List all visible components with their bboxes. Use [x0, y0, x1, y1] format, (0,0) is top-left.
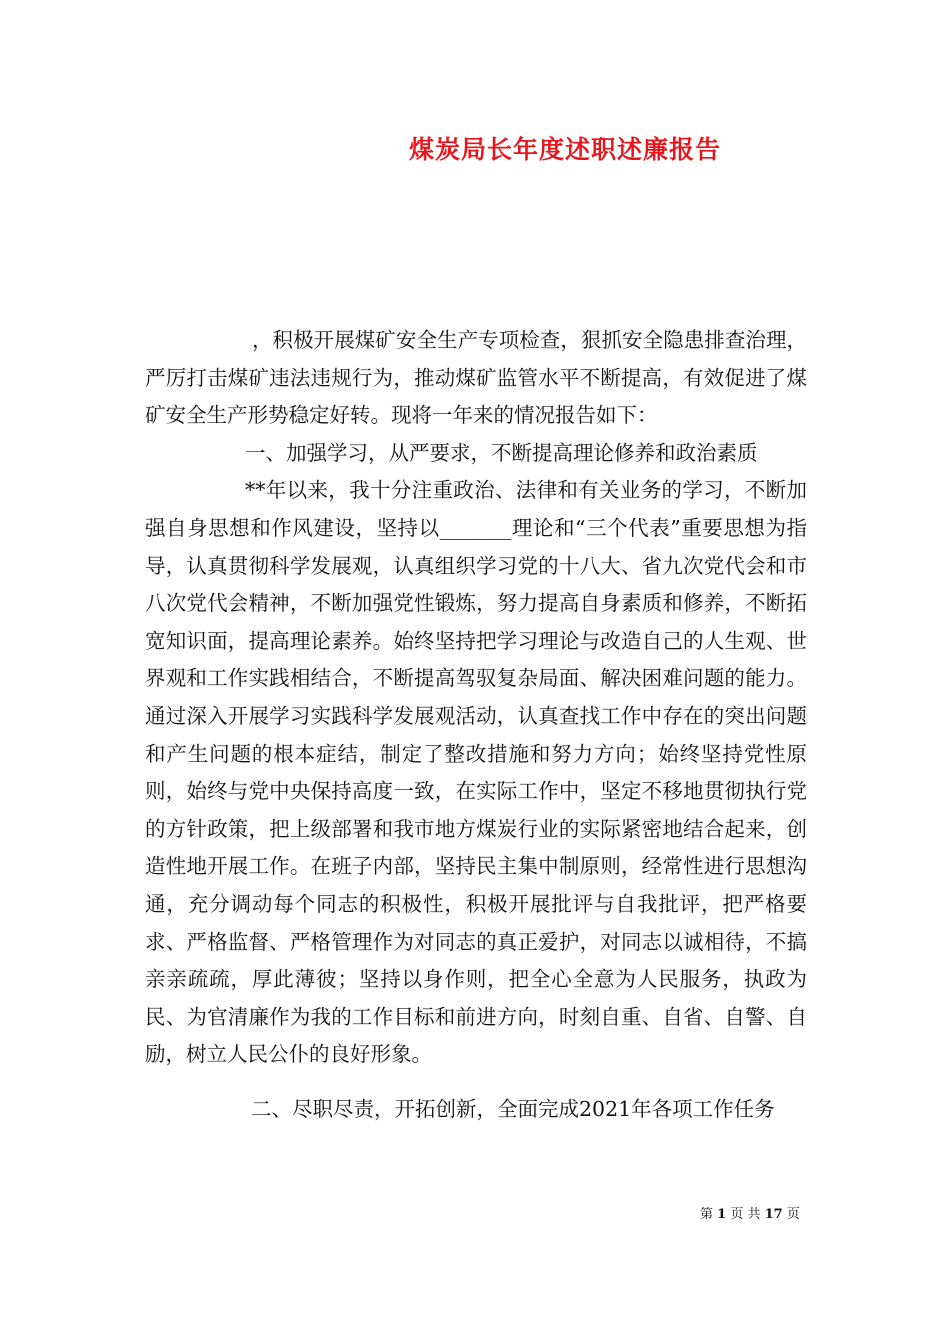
footer-suffix: 页	[786, 1207, 800, 1222]
document-body	[145, 322, 807, 1128]
page-title: 煤炭局长年度述职述廉报告	[408, 135, 721, 164]
page-footer	[700, 1203, 800, 1222]
footer-total-pages: 17	[764, 1207, 783, 1222]
intro-paragraph: ，积极开展煤矿安全生产专项检查，狠抓安全隐患排查治理，严厉打击煤矿违法违规行为，推动煤矿监管水平不断提高，有效促进了煤矿安全生产形势稳定好转。现将一年来的情况报告如下：	[145, 328, 807, 428]
section-1-paragraph: **年以来，我十分注重政治、法律和有关业务的学习，不断加强自身思想和作风建设，坚持以_______理论和“三个代表”重要思想为指导，认真贯彻科学发展观，认真组织学习党的十八大、省九次党代会和市八次党代会精神，不断加强党性锻炼，努力提高自身素质和修养，不断拓宽知识面，提高理论素养。始终坚持把学习理论与改造自己的人生观、世界观和工作实践相结合，不断提高驾驭复杂局面、解决困难问题的能力。通过深入开展学习实践科学发展观活动，认真查找工作中存在的突出问题和产生问题的根本症结，制定了整改措施和努力方向；始终坚持党性原则，始终与党中央保持高度一致，在实际工作中，坚定不移地贯彻执行党的方针政策，把上级部署和我市地方煤炭行业的实际紧密地结合起来，创造性地开展工作。在班子内部，坚持民主集中制原则，经常性进行思想沟通，充分调动每个同志的积极性，积极开展批评与自我批评，把严格要求、严格监督、严格管理作为对同志的真正爱护，对同志以诚相待，不搞亲亲疏疏，厚此薄彼；坚持以身作则，把全心全意为人民服务，执政为民、为官清廉作为我的工作目标和前进方向，时刻自重、自省、自警、自励，树立人民公仆的良好形象。	[145, 478, 807, 1067]
footer-page-number: 1	[717, 1207, 727, 1222]
section-heading-1: 一、加强学习，从严要求，不断提高理论修养和政治素质	[245, 440, 758, 465]
footer-middle: 页 共	[730, 1207, 761, 1222]
section-heading-2: 二、尽职尽责，开拓创新，全面完成2021年各项工作任务	[251, 1096, 775, 1121]
footer-prefix: 第	[700, 1207, 714, 1222]
